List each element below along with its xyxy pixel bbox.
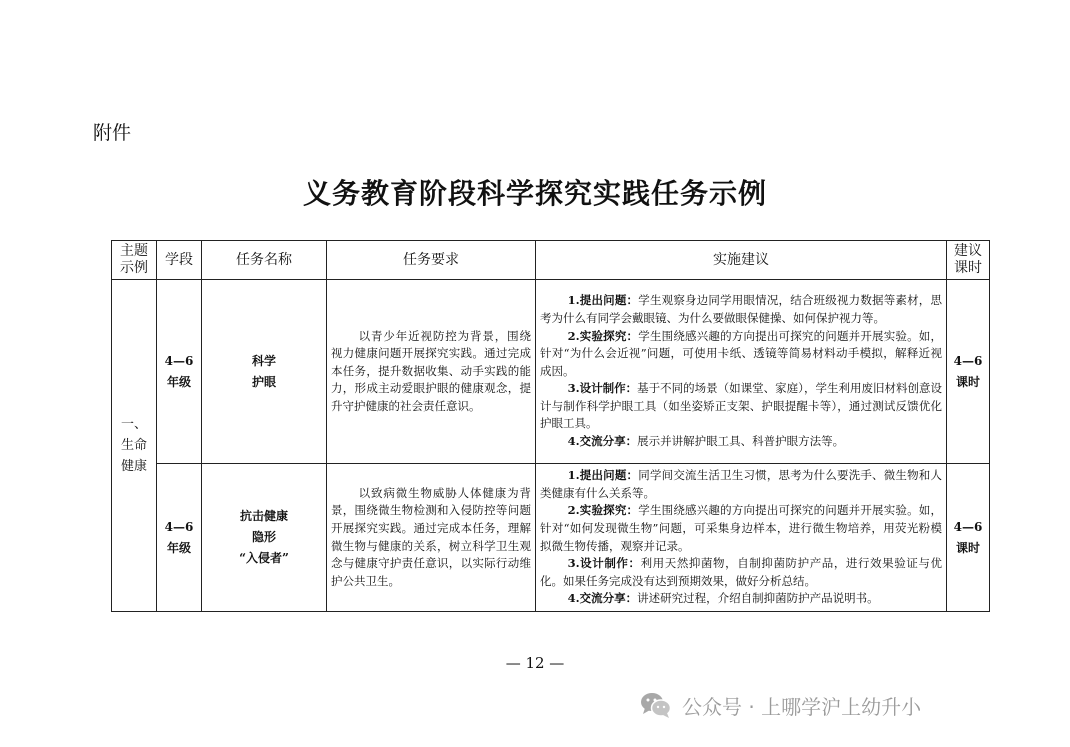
requirement-cell: 以致病微生物威胁人体健康为背景，围绕微生物检测和入侵防控等问题开展探究实践。通过完成本任务，理解微生物与健康的关系，树立科学卫生观念与健康守护责任意识，以实际行动维护公共卫生。 xyxy=(327,464,536,612)
attachment-label: 附件 xyxy=(93,122,132,144)
table-row xyxy=(112,464,990,612)
header-grade: 学段 xyxy=(157,241,202,280)
step-item xyxy=(540,467,942,502)
step-item xyxy=(540,555,942,590)
step-item xyxy=(540,292,942,327)
step-label: 3.设计制作： xyxy=(567,556,641,571)
step-text: 学生围绕感兴趣的方向提出可探究的问题并开展实验。如，针对“如何发现微生物”问题，可采集身边样本，进行微生物培养，用荧光粉模拟微生物传播，观察并记录。 xyxy=(540,503,942,553)
step-item xyxy=(540,590,942,608)
step-item xyxy=(540,433,942,451)
task-name-cell: 科学 护眼 xyxy=(202,280,327,464)
step-label: 4.交流分享： xyxy=(567,591,638,606)
header-implementation: 实施建议 xyxy=(536,241,947,280)
step-item xyxy=(540,502,942,555)
step-item xyxy=(540,328,942,381)
step-text: 展示并讲解护眼工具、科普护眼方法等。 xyxy=(637,434,845,449)
step-label: 1.提出问题： xyxy=(567,293,639,308)
step-label: 1.提出问题： xyxy=(567,468,639,483)
header-task-name: 任务名称 xyxy=(202,241,327,280)
task-name-cell: 抗击健康 隐形 “入侵者” xyxy=(202,464,327,612)
step-text: 利用天然抑菌物，自制抑菌防护产品，进行效果验证与优化。如果任务完成没有达到预期效果，做好分析总结。 xyxy=(540,556,942,588)
watermark xyxy=(640,688,921,722)
step-text: 学生观察身边同学用眼情况，结合班级视力数据等素材，思考为什么有同学会戴眼镜、为什么要做眼保健操、如何保护视力等。 xyxy=(540,293,942,325)
step-label: 2.实验探究： xyxy=(567,328,639,343)
task-table xyxy=(111,240,990,612)
hours-cell: 4—6 课时 xyxy=(947,280,990,464)
requirement-cell: 以青少年近视防控为背景，围绕视力健康问题开展探究实践。通过完成本任务，提升数据收集、动手实践的能力，形成主动爱眼护眼的健康观念，提升守护健康的社会责任意识。 xyxy=(327,280,536,464)
grade-cell: 4—6 年级 xyxy=(157,280,202,464)
step-item xyxy=(540,380,942,433)
step-text: 基于不同的场景（如课堂、家庭），学生利用废旧材料创意设计与制作科学护眼工具（如坐姿矫正支架、护眼提醒卡等），通过测试反馈优化护眼工具。 xyxy=(540,381,942,431)
header-hours: 建议 课时 xyxy=(947,241,990,280)
wechat-icon xyxy=(640,691,672,719)
header-topic: 主题 示例 xyxy=(112,241,157,280)
step-text: 讲述研究过程，介绍自制抑菌防护产品说明书。 xyxy=(637,591,879,606)
table-row xyxy=(112,280,990,464)
topic-cell: 一、 生命 健康 xyxy=(112,280,157,612)
step-text: 学生围绕感兴趣的方向提出可探究的问题并开展实验。如，针对“为什么会近视”问题，可使用卡纸、透镜等简易材料动手模拟，解释近视成因。 xyxy=(540,328,942,378)
step-label: 2.实验探究： xyxy=(567,503,639,518)
table-header-row xyxy=(112,241,990,280)
implementation-cell xyxy=(536,280,947,464)
page-title: 义务教育阶段科学探究实践任务示例 xyxy=(302,177,767,210)
implementation-cell xyxy=(536,464,947,612)
watermark-text: 公众号 · 上哪学沪上幼升小 xyxy=(682,694,922,719)
hours-cell: 4—6 课时 xyxy=(947,464,990,612)
page-number: — 12 — xyxy=(505,654,565,672)
step-label: 4.交流分享： xyxy=(567,434,638,449)
grade-cell: 4—6 年级 xyxy=(157,464,202,612)
header-requirement: 任务要求 xyxy=(327,241,536,280)
step-label: 3.设计制作： xyxy=(567,381,638,396)
step-text: 同学间交流生活卫生习惯，思考为什么要洗手、微生物和人类健康有什么关系等。 xyxy=(540,468,942,500)
